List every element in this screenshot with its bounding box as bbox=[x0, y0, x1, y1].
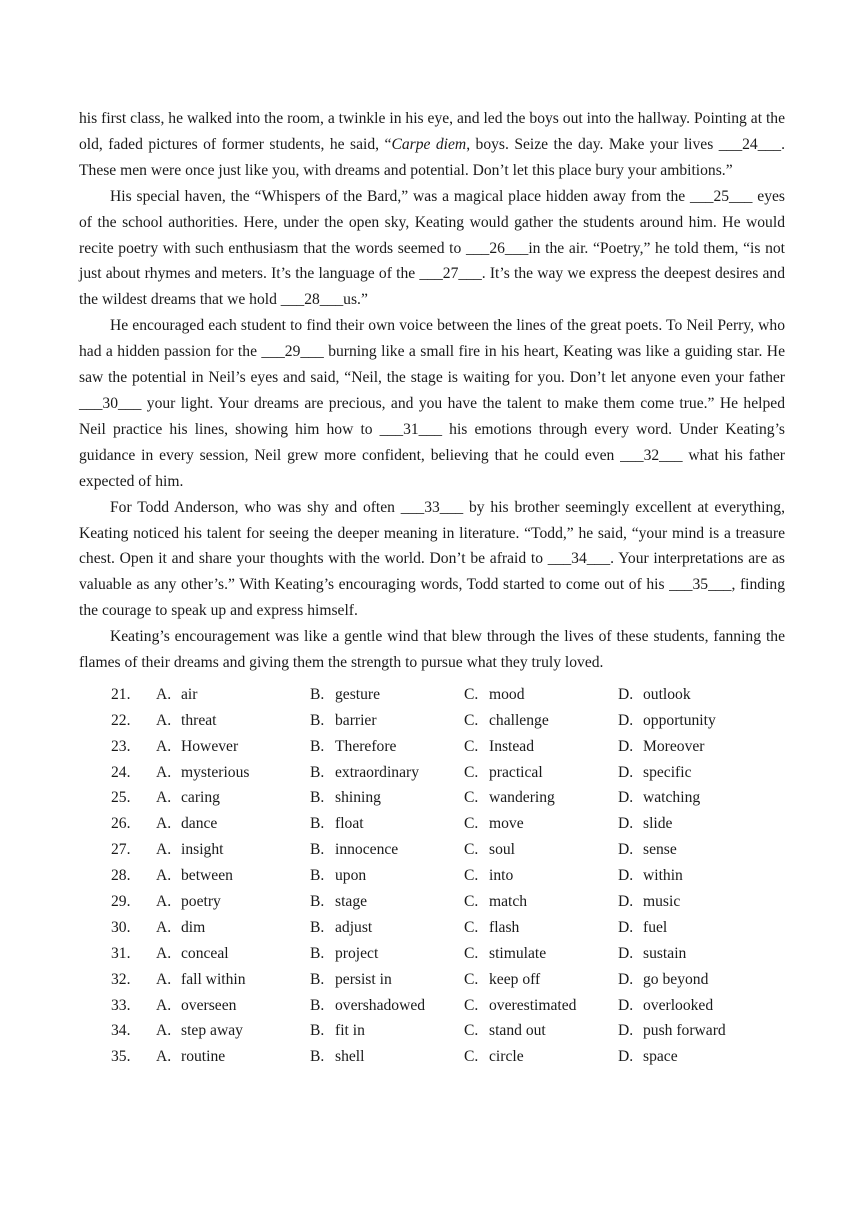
option-choice bbox=[618, 841, 778, 859]
option-choice bbox=[618, 789, 778, 807]
option-text: push forward bbox=[643, 1022, 726, 1040]
option-choice bbox=[618, 997, 778, 1015]
option-choice bbox=[156, 971, 310, 989]
option-choice bbox=[310, 1048, 464, 1066]
option-letter: D. bbox=[618, 763, 634, 781]
question-row bbox=[79, 915, 785, 941]
option-letter: C. bbox=[464, 737, 479, 755]
option-letter: D. bbox=[618, 685, 634, 703]
option-choice bbox=[156, 893, 310, 911]
option-choice bbox=[310, 971, 464, 989]
option-choice bbox=[310, 945, 464, 963]
paragraph-text: his first class, he walked into the room, a twinkle in his eye, and led the boys out into the hallway. Pointing at the old, faded pictures of former students, he said, “ bbox=[79, 110, 785, 153]
option-text: go beyond bbox=[643, 970, 709, 988]
question-number: 27. bbox=[111, 841, 131, 859]
option-text: overlooked bbox=[643, 996, 714, 1014]
option-text: mysterious bbox=[181, 763, 250, 781]
question-number: 29. bbox=[111, 893, 131, 910]
option-text: innocence bbox=[335, 841, 399, 859]
option-choice bbox=[618, 867, 778, 885]
option-letter: B. bbox=[310, 763, 325, 781]
option-text: dance bbox=[181, 815, 218, 833]
option-choice bbox=[310, 841, 464, 859]
option-choice bbox=[464, 815, 618, 833]
option-text: extraordinary bbox=[335, 763, 419, 781]
option-letter: A. bbox=[156, 918, 172, 936]
option-text: music bbox=[643, 893, 681, 910]
option-choice bbox=[464, 919, 618, 937]
option-choice bbox=[464, 789, 618, 807]
question-row bbox=[79, 863, 785, 889]
option-text: watching bbox=[643, 789, 701, 807]
option-text: upon bbox=[335, 867, 367, 885]
option-letter: D. bbox=[618, 737, 634, 755]
option-text: overshadowed bbox=[335, 996, 426, 1014]
option-text: Moreover bbox=[643, 737, 705, 755]
question-row bbox=[79, 993, 785, 1019]
option-choice bbox=[310, 815, 464, 833]
option-text: project bbox=[335, 944, 379, 962]
option-letter: A. bbox=[156, 893, 172, 910]
option-letter: D. bbox=[618, 1048, 634, 1066]
option-choice bbox=[156, 712, 310, 730]
option-text: stage bbox=[335, 893, 368, 910]
question-row bbox=[79, 760, 785, 786]
passage-paragraph bbox=[79, 313, 785, 494]
question-number: 21. bbox=[111, 685, 131, 703]
option-letter: B. bbox=[310, 944, 325, 962]
option-choice bbox=[310, 997, 464, 1015]
option-letter: C. bbox=[464, 685, 479, 703]
option-letter: D. bbox=[618, 867, 634, 885]
question-row bbox=[79, 786, 785, 812]
option-text: adjust bbox=[335, 918, 373, 936]
option-letter: C. bbox=[464, 1048, 479, 1066]
option-text: float bbox=[335, 815, 364, 833]
option-text: However bbox=[181, 737, 239, 755]
option-text: insight bbox=[181, 841, 224, 859]
paragraph-text: Keating’s encouragement was like a gentle wind that blew through the lives of these students, fanning the flames of their dreams and giving them the strength to pursue what they truly loved. bbox=[79, 628, 785, 672]
option-choice bbox=[464, 712, 618, 730]
option-text: Instead bbox=[489, 737, 535, 755]
option-letter: B. bbox=[310, 841, 325, 859]
passage-paragraph bbox=[79, 184, 785, 314]
option-choice bbox=[464, 1048, 618, 1066]
question-number: 32. bbox=[111, 970, 131, 988]
option-letter: D. bbox=[618, 841, 634, 859]
passage-paragraph bbox=[79, 106, 785, 184]
option-choice bbox=[464, 1022, 618, 1040]
option-letter: D. bbox=[618, 996, 634, 1014]
option-text: caring bbox=[181, 789, 220, 807]
option-letter: D. bbox=[618, 711, 634, 729]
option-choice bbox=[310, 764, 464, 782]
option-choice bbox=[464, 841, 618, 859]
passage-paragraph bbox=[79, 624, 785, 676]
option-letter: C. bbox=[464, 944, 479, 962]
option-choice bbox=[464, 867, 618, 885]
option-text: space bbox=[643, 1048, 678, 1066]
option-choice bbox=[156, 738, 310, 756]
question-row bbox=[79, 708, 785, 734]
option-text: shell bbox=[335, 1048, 365, 1066]
option-text: outlook bbox=[643, 685, 691, 703]
option-choice bbox=[156, 815, 310, 833]
option-text: challenge bbox=[489, 711, 549, 729]
option-letter: A. bbox=[156, 996, 172, 1014]
option-choice bbox=[310, 686, 464, 704]
paragraph-text: His special haven, the “Whispers of the Bard,” was a magical place hidden away from the ___25___ eyes of the school authorities. Here, under the open sky, Keating would gather the students around him. He would recite poetry with such enthusiasm that the words seemed to ___26___in the air. “Poetry,” he told them, “is not just about rhymes and meters. It’s the language of the ___27___. It’s the way we express the deepest desires and the wildest dreams that we hold ___28___us.” bbox=[79, 187, 785, 309]
option-choice bbox=[618, 945, 778, 963]
question-number: 23. bbox=[111, 737, 131, 755]
option-letter: B. bbox=[310, 1048, 325, 1066]
option-letter: B. bbox=[310, 996, 325, 1014]
option-text: soul bbox=[489, 841, 515, 859]
option-letter: A. bbox=[156, 944, 172, 962]
option-letter: A. bbox=[156, 789, 172, 807]
option-text: Therefore bbox=[335, 737, 397, 755]
option-letter: C. bbox=[464, 970, 479, 988]
option-choice bbox=[156, 1048, 310, 1066]
question-number: 34. bbox=[111, 1022, 131, 1040]
question-number: 25. bbox=[111, 789, 131, 807]
option-text: conceal bbox=[181, 944, 229, 962]
option-letter: D. bbox=[618, 944, 634, 962]
option-choice bbox=[310, 867, 464, 885]
option-choice bbox=[618, 1022, 778, 1040]
option-choice bbox=[156, 919, 310, 937]
option-text: routine bbox=[181, 1048, 226, 1066]
option-choice bbox=[618, 764, 778, 782]
option-text: match bbox=[489, 893, 528, 910]
option-text: wandering bbox=[489, 789, 555, 807]
question-number: 26. bbox=[111, 815, 131, 833]
question-row bbox=[79, 889, 785, 915]
option-letter: C. bbox=[464, 996, 479, 1014]
option-choice bbox=[156, 867, 310, 885]
option-choice bbox=[618, 738, 778, 756]
option-choice bbox=[464, 738, 618, 756]
paragraph-text: He encouraged each student to find their own voice between the lines of the great poets. To Neil Perry, who had a hidden passion for the ___29___ burning like a small fire in his heart, Keating was like a guiding star. He saw the potential in Neil’s eyes and said, “Neil, the stage is waiting for you. Don’t let anyone even your father ___30___ your light. Your dreams are precious, and you have the talent to make them come true.” He helped Neil practice his lines, showing him how to ___31___ his emotions through every word. Under Keating’s guidance in every session, Neil grew more confident, believing that he could even ___32___ what his father expected of him. bbox=[79, 317, 785, 490]
option-letter: C. bbox=[464, 893, 479, 910]
option-letter: A. bbox=[156, 815, 172, 833]
option-text: gesture bbox=[335, 685, 381, 703]
option-choice bbox=[310, 1022, 464, 1040]
question-row bbox=[79, 1044, 785, 1070]
option-text: slide bbox=[643, 815, 673, 833]
option-text: within bbox=[643, 867, 683, 885]
option-choice bbox=[156, 841, 310, 859]
option-letter: B. bbox=[310, 1022, 325, 1040]
document-page bbox=[79, 106, 785, 1070]
option-text: shining bbox=[335, 789, 381, 807]
option-choice bbox=[464, 997, 618, 1015]
option-choice bbox=[618, 1048, 778, 1066]
option-choice bbox=[310, 893, 464, 911]
passage bbox=[79, 106, 785, 676]
option-choice bbox=[156, 686, 310, 704]
option-choice bbox=[310, 789, 464, 807]
question-row bbox=[79, 941, 785, 967]
option-choice bbox=[464, 971, 618, 989]
option-letter: C. bbox=[464, 918, 479, 936]
option-letter: D. bbox=[618, 789, 634, 807]
option-letter: A. bbox=[156, 1048, 172, 1066]
option-choice bbox=[464, 764, 618, 782]
option-text: flash bbox=[489, 918, 520, 936]
option-text: opportunity bbox=[643, 711, 716, 729]
option-letter: C. bbox=[464, 711, 479, 729]
option-letter: A. bbox=[156, 970, 172, 988]
option-letter: B. bbox=[310, 970, 325, 988]
option-text: into bbox=[489, 867, 514, 885]
option-letter: A. bbox=[156, 737, 172, 755]
option-letter: A. bbox=[156, 867, 172, 885]
option-text: sustain bbox=[643, 944, 687, 962]
option-choice bbox=[156, 789, 310, 807]
question-number: 22. bbox=[111, 711, 131, 729]
question-number: 28. bbox=[111, 867, 131, 885]
option-text: specific bbox=[643, 763, 692, 781]
question-number: 24. bbox=[111, 763, 131, 781]
option-letter: A. bbox=[156, 841, 172, 859]
option-letter: B. bbox=[310, 867, 325, 885]
option-text: stand out bbox=[489, 1022, 546, 1040]
option-text: practical bbox=[489, 763, 543, 781]
paragraph-text: , boys. Seize the day. Make your lives ___24___. These men were once just like you, with dreams and potential. Don’t let this place bury your ambitions.” bbox=[79, 135, 786, 179]
question-number: 33. bbox=[111, 996, 131, 1014]
option-letter: D. bbox=[618, 970, 634, 988]
option-choice bbox=[618, 919, 778, 937]
option-text: overestimated bbox=[489, 996, 577, 1014]
question-row bbox=[79, 734, 785, 760]
option-letter: B. bbox=[310, 815, 325, 833]
option-choice bbox=[618, 893, 778, 911]
option-text: keep off bbox=[489, 970, 541, 988]
option-letter: D. bbox=[618, 815, 634, 833]
option-text: barrier bbox=[335, 711, 377, 729]
option-text: circle bbox=[489, 1048, 524, 1066]
option-text: overseen bbox=[181, 996, 237, 1014]
question-row bbox=[79, 811, 785, 837]
option-letter: C. bbox=[464, 867, 479, 885]
paragraph-text: For Todd Anderson, who was shy and often ___33___ by his brother seemingly excellent at everything, Keating noticed his talent for seeing the deeper meaning in literature. “Todd,” he said, “your mind is a treasure chest. Open it and share your thoughts with the world. Don’t be afraid to ___34___. Your interpretations are as valuable as any other’s.” With Keating’s encouraging words, Todd started to come out of his ___35___, finding the courage to speak up and express himself. bbox=[79, 498, 785, 620]
answer-options bbox=[79, 682, 785, 1070]
option-choice bbox=[156, 764, 310, 782]
option-choice bbox=[156, 945, 310, 963]
option-text: sense bbox=[643, 841, 677, 859]
option-choice bbox=[156, 1022, 310, 1040]
option-letter: B. bbox=[310, 918, 325, 936]
question-number: 30. bbox=[111, 918, 131, 936]
option-text: dim bbox=[181, 918, 206, 936]
option-choice bbox=[156, 997, 310, 1015]
option-letter: C. bbox=[464, 1022, 479, 1040]
option-letter: B. bbox=[310, 711, 325, 729]
passage-paragraph bbox=[79, 495, 785, 625]
option-text: poetry bbox=[181, 893, 221, 910]
option-letter: B. bbox=[310, 737, 325, 755]
option-choice bbox=[464, 686, 618, 704]
option-letter: A. bbox=[156, 1022, 172, 1040]
question-row bbox=[79, 682, 785, 708]
option-text: persist in bbox=[335, 970, 392, 988]
option-letter: C. bbox=[464, 815, 479, 833]
option-letter: A. bbox=[156, 685, 172, 703]
option-text: fit in bbox=[335, 1022, 365, 1040]
question-row bbox=[79, 1019, 785, 1045]
option-text: between bbox=[181, 867, 233, 885]
option-text: fall within bbox=[181, 970, 246, 988]
question-number: 35. bbox=[111, 1048, 131, 1066]
option-text: threat bbox=[181, 711, 217, 729]
option-choice bbox=[618, 815, 778, 833]
option-choice bbox=[618, 686, 778, 704]
option-choice bbox=[618, 712, 778, 730]
option-text: step away bbox=[181, 1022, 243, 1040]
question-number: 31. bbox=[111, 944, 131, 962]
option-choice bbox=[310, 712, 464, 730]
option-letter: C. bbox=[464, 841, 479, 859]
option-letter: D. bbox=[618, 893, 634, 910]
option-choice bbox=[310, 919, 464, 937]
question-row bbox=[79, 967, 785, 993]
option-text: fuel bbox=[643, 918, 668, 936]
option-letter: C. bbox=[464, 789, 479, 807]
option-letter: B. bbox=[310, 685, 325, 703]
question-row bbox=[79, 837, 785, 863]
option-text: stimulate bbox=[489, 944, 547, 962]
option-choice bbox=[618, 971, 778, 989]
option-choice bbox=[464, 945, 618, 963]
option-choice bbox=[464, 893, 618, 911]
option-letter: B. bbox=[310, 789, 325, 807]
option-letter: D. bbox=[618, 918, 634, 936]
option-choice bbox=[310, 738, 464, 756]
italic-phrase: Carpe diem bbox=[391, 135, 467, 153]
option-letter: B. bbox=[310, 893, 325, 910]
option-letter: D. bbox=[618, 1022, 634, 1040]
option-text: mood bbox=[489, 685, 525, 703]
option-letter: C. bbox=[464, 763, 479, 781]
option-letter: A. bbox=[156, 711, 172, 729]
option-letter: A. bbox=[156, 763, 172, 781]
option-text: air bbox=[181, 685, 198, 703]
option-text: move bbox=[489, 815, 524, 833]
